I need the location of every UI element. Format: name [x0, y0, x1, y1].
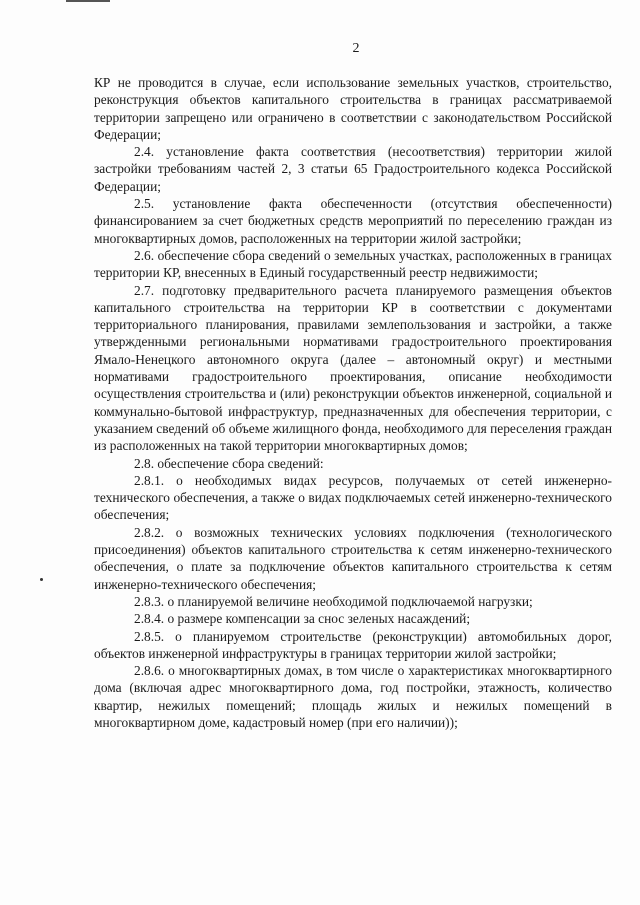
paragraph-2-7: 2.7. подготовку предварительного расчета планируемого размещения объектов капитального строительства на территории КР в соответствии с документами территориального планирования, правилами землепользования и застройки, а также утвержденными региональными нормативами градостроительного проектирования Ямало-Ненецкого автономного округа (далее – автономный округ) и местными нормативами градостроительного проектирования, описание необходимости осуществления строительства и (или) реконструкции объектов инженерной, социальной и коммунально-бытовой инфраструктур, предназначенных для обеспечения территории, с указанием сведений об объеме жилищного фонда, необходимого для переселения граждан из расположенных на такой территории многоквартирных домов;: [94, 282, 612, 454]
paragraph-2-6: 2.6. обеспечение сбора сведений о земельных участках, расположенных в границах территории КР, внесенных в Единый государственный реестр недвижимости;: [94, 247, 612, 281]
scan-margin-dot: [40, 578, 43, 581]
paragraph-2-8-3: 2.8.3. о планируемой величине необходимой подключаемой нагрузки;: [134, 593, 533, 609]
paragraph-2-8-6: 2.8.6. о многоквартирных домах, в том числе о характеристиках многоквартирного дома (включая адрес многоквартирного дома, год постройки, этажность, количество квартир, нежилых помещений; площадь жилых и нежилых помещений в многоквартирном доме, кадастровый номер (при его наличии));: [94, 663, 612, 730]
paragraph-2-4: 2.4. установление факта соответствия (несоответствия) территории жилой застройки требованиям частей 2, 3 статьи 65 Градостроительного кодекса Российской Федерации;: [94, 144, 612, 194]
paragraph-2-5: 2.5. установление факта обеспеченности (отсутствия обеспеченности) финансированием за счет бюджетных средств мероприятий по переселению граждан из многоквартирных домов, расположенных на территории жилой застройки;: [94, 196, 612, 246]
paragraph-2-8-2: 2.8.2. о возможных технических условиях подключения (технологического присоединения) объектов капитального строительства к сетям инженерно-технического обеспечения, о плате за подключение объектов капитального строительства к сетям инженерно-технического обеспечения;: [94, 524, 612, 592]
paragraph-2-8-4: 2.8.4. о размере компенсации за снос зеленых насаждений;: [134, 611, 471, 627]
paragraph-2-8: 2.8. обеспечение сбора сведений:: [134, 455, 324, 471]
paragraph-2-8-5: 2.8.5. о планируемом строительстве (реконструкции) автомобильных дорог, объектов инженерной инфраструктуры в границах территории жилой застройки;: [94, 628, 612, 661]
scan-top-mark: [66, 0, 110, 2]
paragraph-2-8-1: 2.8.1. о необходимых видах ресурсов, получаемых от сетей инженерно-технического обеспечения, а также о видах подключаемых сетей инженерно-технического обеспечения;: [94, 472, 612, 523]
page-number: 2: [352, 41, 360, 56]
document-body: [94, 74, 612, 731]
paragraph-intro: КР не проводится в случае, если использование земельных участков, строительство, реконструкция объектов капитального строительства в границах рассматриваемой территории запрещено или ограничено в соответствии с законодательством Российской Федерации;: [94, 75, 612, 142]
